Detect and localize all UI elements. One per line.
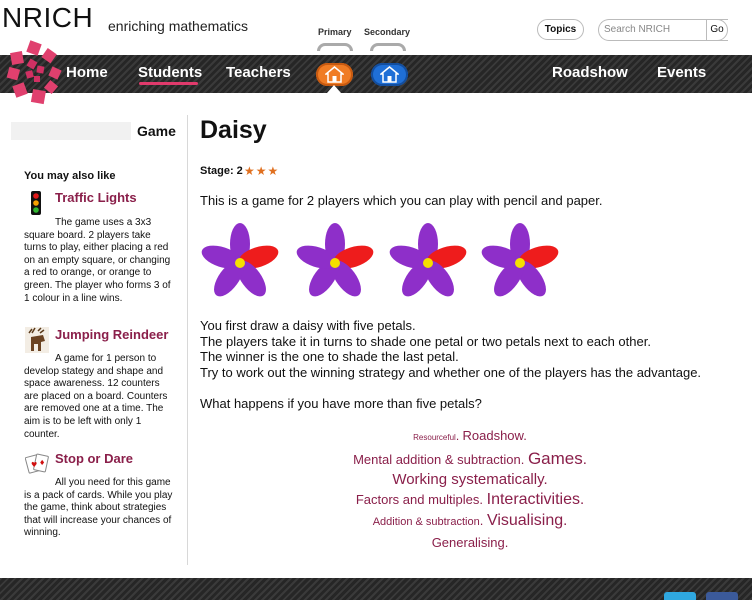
intro-text: This is a game for 2 players which you can play with pencil and paper. [200,193,603,208]
daisy-center [423,258,433,268]
nav-teachers[interactable]: Teachers [226,64,291,81]
rule-line: The winner is the one to shade the last petal. [200,349,459,365]
sidebar-header-strip [11,122,131,140]
rule-line: You first draw a daisy with five petals. [200,318,416,333]
tag-separator: . [580,491,585,508]
stage-indicator: Stage: 2 [200,165,243,177]
topics-button[interactable]: Topics [537,19,584,40]
brand [2,2,249,34]
twitter-icon[interactable] [664,592,696,600]
tag-link[interactable]: Interactivities [486,491,580,508]
nav-students[interactable]: Students [138,64,203,81]
daisy-flower [294,223,376,301]
tag-link[interactable]: Roadshow [462,428,524,443]
stage-pointer [327,85,341,93]
tag-row [300,425,640,449]
secondary-label[interactable]: Secondary [364,27,411,37]
tag-row [300,510,640,533]
tag-separator: . [479,513,487,528]
footer-bar [0,578,752,600]
tag-link[interactable]: Generalising [431,535,505,550]
house-icon [325,66,344,83]
tag-link[interactable]: Working systematically [392,471,544,488]
daisy-center [235,258,245,268]
related-link-stop-or-dare[interactable]: Stop or Dare [55,451,134,466]
related-desc-stop-or-dare: All you need for this game is a pack of cards. While you play the game, think about strategies that will increase your chances of winning. [24,477,173,539]
tag-link[interactable]: Visualising [486,512,564,529]
tag-separator: . [523,428,527,443]
secondary-handle [370,43,406,51]
house-icon [380,66,399,83]
nrich-logo-icon[interactable] [6,40,66,112]
rule-line: The players take it in turns to shade one petal or two petals next to each other. [200,333,651,349]
tag-link[interactable]: Addition & subtraction [372,516,480,528]
related-desc-jumping-reindeer: A game for 1 person to develop stategy and shape and space awareness. 12 counters are placed on a board. Counters are removed one at a time. The aim is to be left with only 1 counter. [24,353,168,440]
svg-text:♦: ♦ [39,459,46,467]
tag-link[interactable]: Resourceful [413,433,456,442]
tag-separator: . [582,451,587,468]
daisy-flower [200,223,281,301]
daisy-flower [387,223,469,301]
related-link-traffic-lights[interactable]: Traffic Lights [55,190,137,205]
svg-text:♥: ♥ [31,461,38,469]
traffic-light-icon[interactable] [25,190,47,216]
playing-cards-icon[interactable] [25,452,51,476]
daisy-center [515,258,525,268]
daisy-center [330,258,340,268]
active-nav-underline [139,82,198,85]
tag-row [300,449,640,470]
primary-handle [317,43,353,51]
stage-stars: ★★★ [244,164,280,178]
daisy-illustration [200,222,570,304]
reindeer-icon[interactable] [25,327,49,353]
search-go-button[interactable]: Go [706,19,728,41]
tag-separator: . [563,512,568,529]
tag-separator: . [520,452,528,467]
page-title: Daisy [200,116,267,144]
tag-separator: . [455,429,463,443]
nav-events[interactable]: Events [657,64,707,81]
sidebar-title: Game [137,123,176,139]
rule-line: Try to work out the winning strategy and whether one of the players has the advantage. [200,364,702,380]
tag-row [300,490,640,510]
related-desc-traffic-lights: The game uses a 3x3 square board. 2 players take turns to play, either placing a red on an empty square, or changing a red to orange, or orange to green. The player who forms 3 of 1 colour in a line wins. [24,217,171,304]
search-input[interactable]: Search NRICH [598,19,728,41]
tag-separator: . [479,492,487,507]
nav-roadshow[interactable]: Roadshow [552,64,628,81]
tag-link[interactable]: Factors and multiples [355,492,480,507]
daisy-flower [479,223,561,301]
facebook-icon[interactable] [706,592,738,600]
sidebar-divider [187,115,188,565]
also-like-heading: You may also like [24,170,116,182]
question-text: What happens if you have more than five petals? [200,396,482,411]
secondary-home-button[interactable] [371,63,408,86]
tag-link[interactable]: Mental addition & subtraction [353,452,521,467]
rules-paragraph [200,318,701,380]
tag-row [300,470,640,490]
tag-separator: . [543,471,548,488]
related-link-jumping-reindeer[interactable]: Jumping Reindeer [55,327,169,342]
nav-home[interactable]: Home [66,64,108,81]
tag-row [300,533,640,553]
tag-cloud [300,425,640,553]
brand-name[interactable]: NRICH [2,2,94,33]
brand-tagline: enriching mathematics [108,18,249,34]
primary-label[interactable]: Primary [318,27,352,37]
tag-link[interactable]: Games [527,449,583,468]
tag-separator: . [504,535,509,550]
primary-home-button[interactable] [316,63,353,86]
